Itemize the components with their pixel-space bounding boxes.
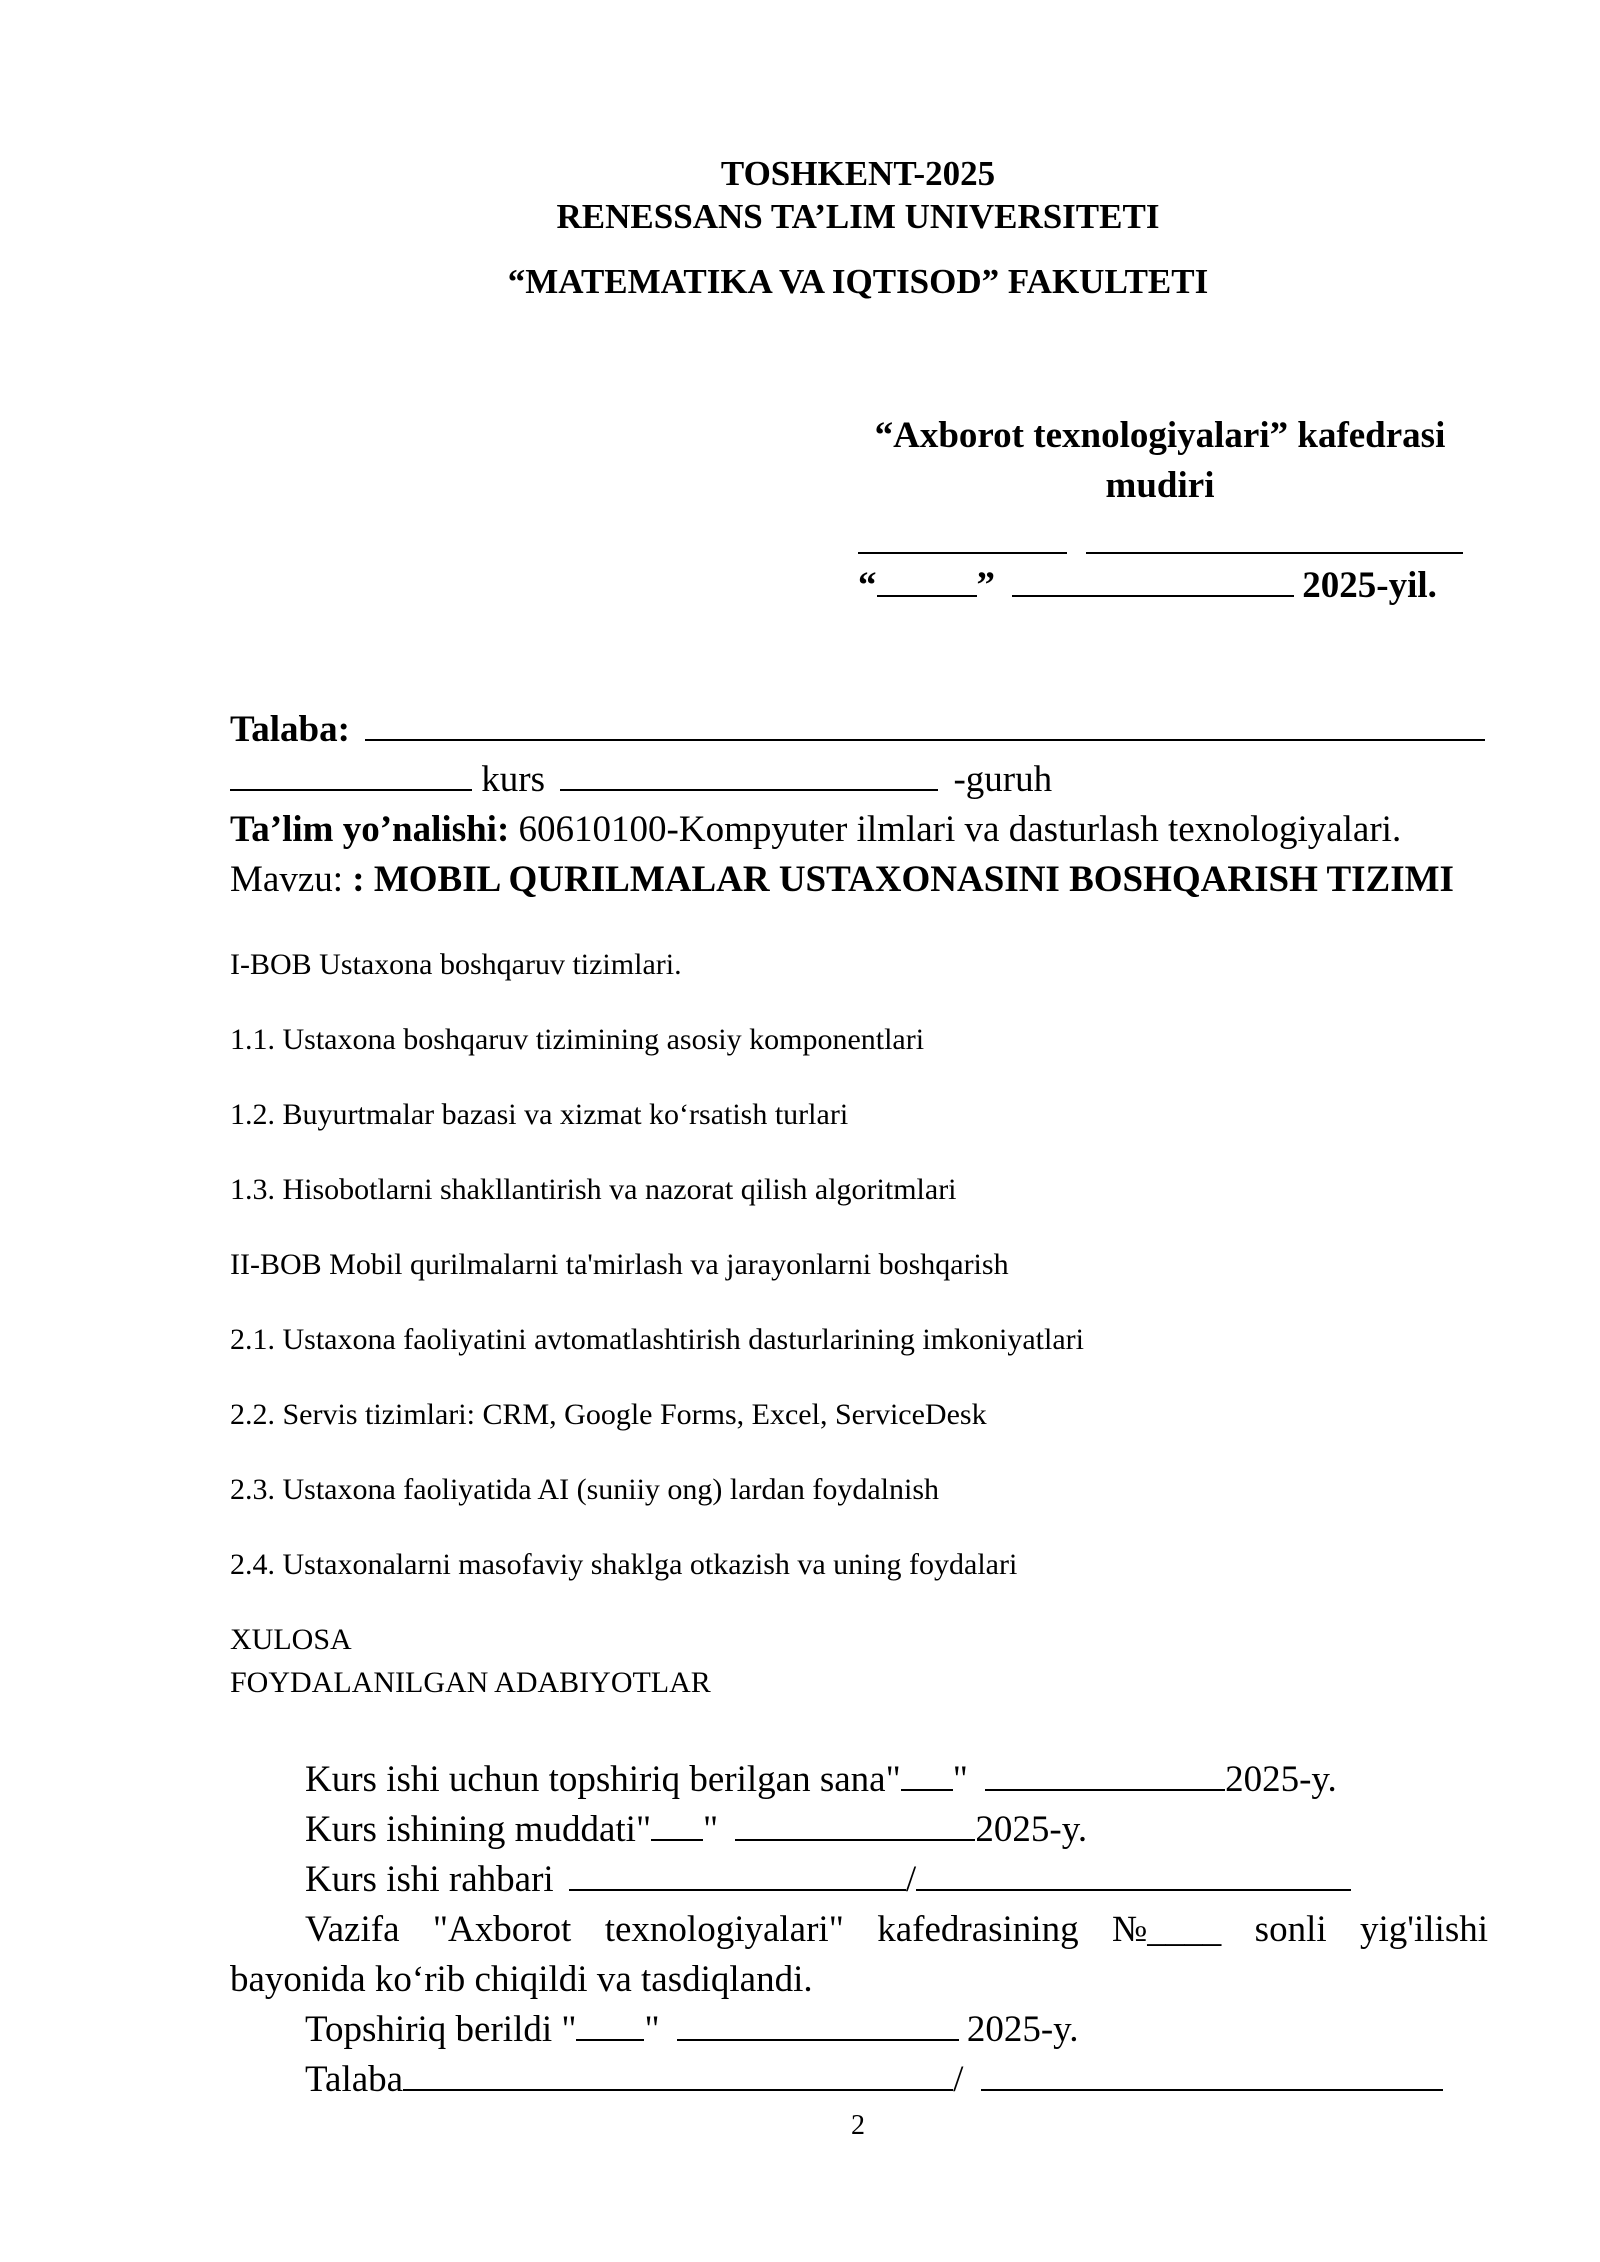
contents-item-1-3: 1.3. Hisobotlarni shakllantirish va nazorat qilish algoritmlari xyxy=(230,1173,957,1206)
contents-references: FOYDALANILGAN ADABIYOTLAR xyxy=(230,1666,711,1699)
contents-item-2-1: 2.1. Ustaxona faoliyatini avtomatlashtirish dasturlarining imkoniyatlari xyxy=(230,1323,1084,1356)
talaba-blank xyxy=(365,711,1485,741)
deadline-row xyxy=(305,1808,1087,1851)
vazifa-word-5: №____ xyxy=(1111,1909,1222,1950)
faculty-name: “MATEMATIKA VA IQTISOD” FAKULTETI xyxy=(507,262,1209,301)
vazifa-word-3: texnologiyalari" xyxy=(604,1909,844,1950)
issued-year: 2025-y. xyxy=(966,2009,1079,2050)
direction-label: Ta’lim yo’nalishi: xyxy=(230,809,510,850)
vazifa-word-4: kafedrasining xyxy=(877,1909,1079,1950)
guruh-blank xyxy=(560,761,938,791)
page-number: 2 xyxy=(851,2110,865,2141)
month-blank xyxy=(1012,567,1294,597)
approval-line1: “Axborot texnologiyalari” kafedrasi xyxy=(874,415,1446,456)
contents-item-2-3: 2.3. Ustaxona faoliyatida AI (suniiy ong) lardan foydalnish xyxy=(230,1473,940,1506)
signature-line xyxy=(858,518,1067,554)
quote-close: ” xyxy=(976,565,995,606)
contents-chapter-1: I-BOB Ustaxona boshqaruv tizimlari. xyxy=(230,948,682,981)
kurs-guruh-row xyxy=(230,758,1052,801)
approval-year: 2025-yil. xyxy=(1302,565,1437,606)
student-sign-blank xyxy=(403,2061,953,2091)
deadline-day-blank xyxy=(651,1811,703,1841)
city-year: TOSHKENT-2025 xyxy=(720,154,996,193)
supervisor-sign-blank xyxy=(569,1861,906,1891)
university-name: RENESSANS TA’LIM UNIVERSITETI xyxy=(556,197,1160,236)
supervisor-row xyxy=(305,1858,1351,1901)
talaba-label: Talaba: xyxy=(230,709,350,750)
contents-item-1-1: 1.1. Ustaxona boshqaruv tizimining asosiy komponentlari xyxy=(230,1023,925,1056)
vazifa-word-6: sonli xyxy=(1254,1909,1327,1950)
given-year: 2025-y. xyxy=(1225,1759,1337,1800)
deadline-year: 2025-y. xyxy=(975,1809,1088,1850)
contents-item-1-2: 1.2. Buyurtmalar bazasi va xizmat ko‘rsatish turlari xyxy=(230,1098,849,1131)
topic-row xyxy=(230,858,1454,901)
given-date-row xyxy=(305,1758,1337,1801)
contents-conclusion: XULOSA xyxy=(230,1623,352,1656)
kurs-label: kurs xyxy=(481,759,545,800)
given-month-blank xyxy=(985,1761,1225,1791)
issued-row xyxy=(305,2008,1079,2051)
name-line xyxy=(1086,518,1463,554)
direction-row xyxy=(230,808,1401,851)
contents-item-2-4: 2.4. Ustaxonalarni masofaviy shaklga otkazish va uning foydalari xyxy=(230,1548,1018,1581)
issued-day-blank xyxy=(576,2011,644,2041)
supervisor-label: Kurs ishi rahbari xyxy=(305,1859,554,1900)
quote-open: “ xyxy=(858,565,877,606)
deadline-label: Kurs ishining muddati" xyxy=(305,1809,652,1850)
deadline-month-blank xyxy=(735,1811,975,1841)
contents-item-2-2: 2.2. Servis tizimlari: CRM, Google Forms, Excel, ServiceDesk xyxy=(230,1398,987,1431)
supervisor-name-blank xyxy=(916,1861,1351,1891)
topic-value: : MOBIL QURILMALAR USTAXONASINI BOSHQARISH TIZIMI xyxy=(352,859,1454,900)
vazifa-line2: bayonida ko‘rib chiqildi va tasdiqlandi. xyxy=(230,1959,813,2000)
kurs-blank xyxy=(230,761,472,791)
contents-chapter-2: II-BOB Mobil qurilmalarni ta'mirlash va jarayonlarni boshqarish xyxy=(230,1248,1009,1281)
student-sign-slash: / xyxy=(953,2059,964,2100)
guruh-label: -guruh xyxy=(953,759,1053,800)
student-sign-label: Talaba xyxy=(305,2059,404,2100)
vazifa-word-2: "Axborot xyxy=(432,1909,572,1950)
issued-label: Topshiriq berildi " xyxy=(305,2009,577,2050)
deadline-quote-close: " xyxy=(703,1809,719,1850)
student-sign-row xyxy=(305,2058,1443,2101)
direction-value: 60610100-Kompyuter ilmlari va dasturlash texnologiyalari. xyxy=(518,809,1402,850)
given-quote-close: " xyxy=(952,1759,968,1800)
vazifa-word-7: yig'ilishi xyxy=(1360,1909,1488,1950)
approval-date xyxy=(858,564,1437,607)
given-day-blank xyxy=(901,1761,953,1791)
vazifa-word-1: Vazifa xyxy=(305,1909,400,1950)
day-blank xyxy=(877,567,977,597)
topic-label: Mavzu: xyxy=(230,859,344,900)
supervisor-slash: / xyxy=(905,1859,917,1900)
student-name-blank xyxy=(981,2061,1443,2091)
given-date-label: Kurs ishi uchun topshiriq berilgan sana" xyxy=(305,1759,901,1800)
issued-quote-close: " xyxy=(644,2009,660,2050)
vazifa-line1 xyxy=(305,1908,1488,1951)
approval-line2: mudiri xyxy=(1105,465,1215,506)
issued-month-blank xyxy=(677,2011,959,2041)
talaba-row xyxy=(230,708,1485,751)
